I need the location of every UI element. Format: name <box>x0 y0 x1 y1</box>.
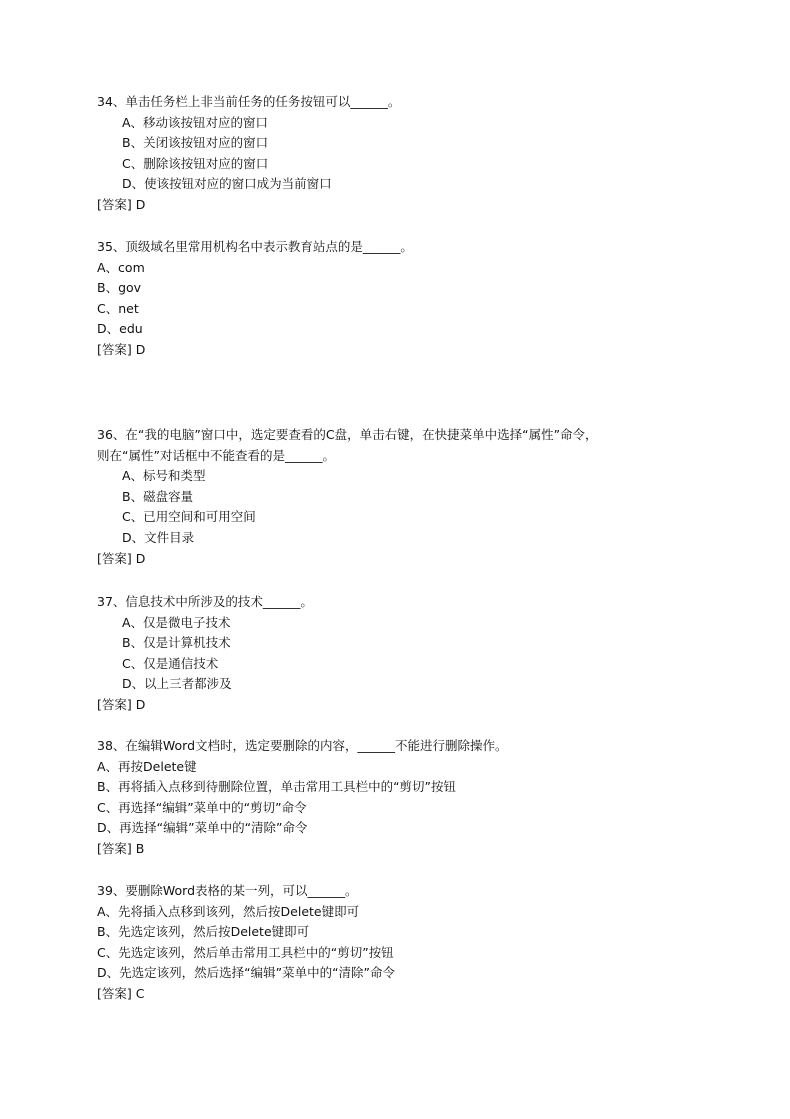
question-37 <box>97 592 697 716</box>
question-36 <box>97 425 697 569</box>
answer-option: D、文件目录 <box>122 529 195 545</box>
question-stem: 39、要删除Word表格的某一列，可以______。 <box>97 883 358 898</box>
answer-option: D、先选定该列，然后选择“编辑”菜单中的“清除”命令 <box>97 965 396 981</box>
answer-option: C、net <box>97 300 139 316</box>
answer-key: [答案] C <box>97 985 145 1001</box>
answer-option: C、再选择“编辑”菜单中的“剪切”命令 <box>97 799 307 815</box>
answer-option: D、以上三者都涉及 <box>122 676 232 692</box>
answer-option: A、标号和类型 <box>122 468 206 484</box>
question-35 <box>97 237 697 361</box>
answer-key: [答案] D <box>97 696 146 712</box>
answer-option: A、仅是微电子技术 <box>122 614 231 630</box>
question-stem: 38、在编辑Word文档时，选定要删除的内容，______不能进行删除操作。 <box>97 738 508 753</box>
question-stem: 37、信息技术中所涉及的技术______。 <box>97 594 313 609</box>
answer-key: [答案] D <box>97 196 146 212</box>
answer-key: [答案] D <box>97 550 146 566</box>
answer-option: D、edu <box>97 321 143 337</box>
answer-option: A、先将插入点移到该列，然后按Delete键即可 <box>97 903 360 919</box>
answer-key: [答案] B <box>97 840 145 856</box>
answer-option: B、仅是计算机技术 <box>122 635 231 651</box>
question-39 <box>97 881 697 1005</box>
question-stem: 则在“属性”对话框中不能查看的是______。 <box>97 447 335 463</box>
question-34 <box>97 92 697 216</box>
answer-option: C、仅是通信技术 <box>122 655 219 671</box>
answer-option: B、先选定该列，然后按Delete键即可 <box>97 924 310 940</box>
answer-key: [答案] D <box>97 341 146 357</box>
answer-option: B、磁盘容量 <box>122 488 194 504</box>
answer-option: A、com <box>97 259 145 275</box>
answer-option: A、再按Delete键 <box>97 758 197 774</box>
question-38 <box>97 736 697 860</box>
answer-option: C、删除该按钮对应的窗口 <box>122 155 269 171</box>
answer-option: D、再选择“编辑”菜单中的“清除”命令 <box>97 820 308 836</box>
answer-option: B、再将插入点移到待删除位置，单击常用工具栏中的“剪切”按钮 <box>97 779 457 795</box>
answer-option: C、已用空间和可用空间 <box>122 509 256 525</box>
answer-option: B、gov <box>97 280 142 296</box>
answer-option: D、使该按钮对应的窗口成为当前窗口 <box>122 176 332 192</box>
question-stem: 35、顶级域名里常用机构名中表示教育站点的是______。 <box>97 239 413 254</box>
answer-option: B、关闭该按钮对应的窗口 <box>122 135 269 151</box>
answer-option: A、移动该按钮对应的窗口 <box>122 114 269 130</box>
question-stem: 36、在“我的电脑”窗口中，选定要查看的C盘，单击右键，在快捷菜单中选择“属性”命令， <box>97 427 598 442</box>
question-stem: 34、单击任务栏上非当前任务的任务按钮可以______。 <box>97 94 401 109</box>
answer-option: C、先选定该列，然后单击常用工具栏中的“剪切”按钮 <box>97 944 394 960</box>
